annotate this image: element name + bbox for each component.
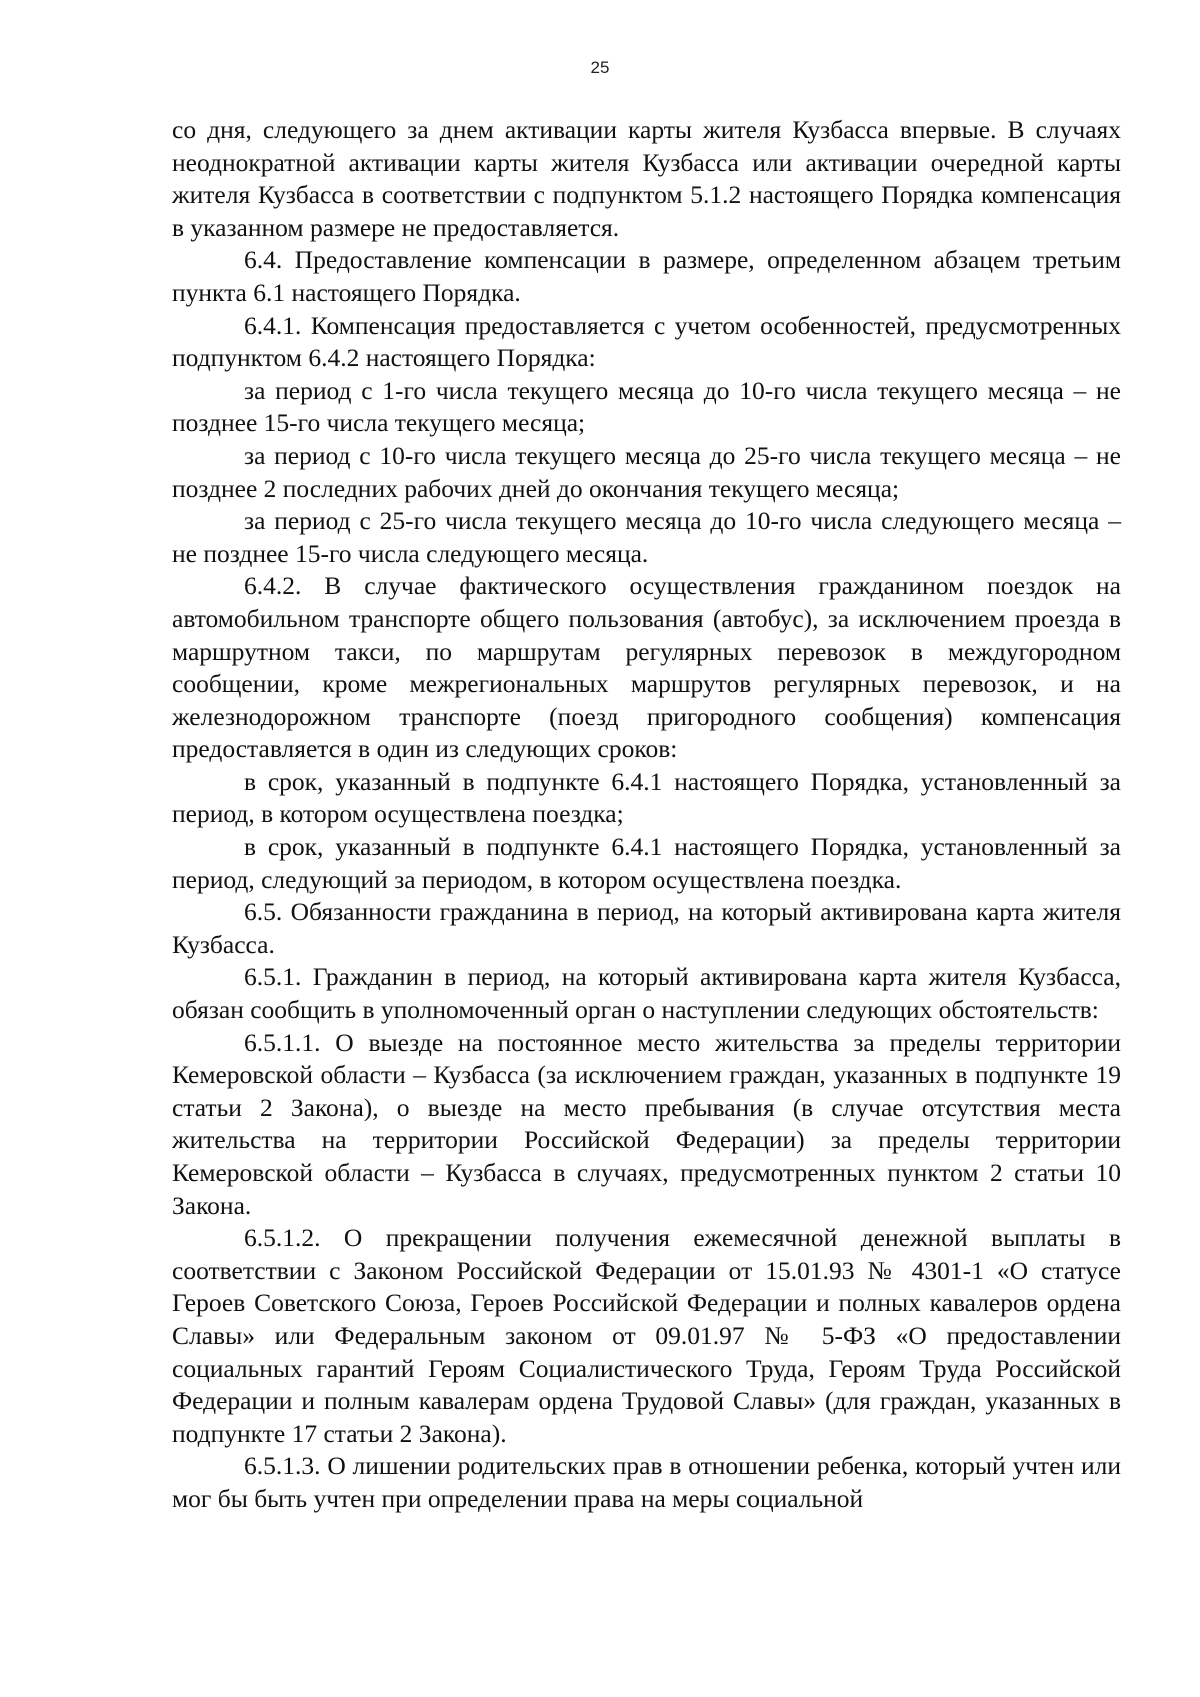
paragraph-6-4-1: 6.4.1. Компенсация предоставляется с учетом особенностей, предусмотренных подпунктом 6.4.2 настоящего Порядка: (172, 310, 1121, 373)
paragraph-period-1: за период с 1-го числа текущего месяца до 10-го числа текущего месяца – не позднее 15-го числа текущего месяца; (172, 375, 1121, 438)
paragraph-6-5-1: 6.5.1. Гражданин в период, на который активирована карта жителя Кузбасса, обязан сообщить в уполномоченный орган о наступлении следующих обстоятельств: (172, 962, 1121, 1025)
paragraph-continuation: со дня, следующего за днем активации карты жителя Кузбасса впервые. В случаях неоднократной активации карты жителя Кузбасса или активации очередной карты жителя Кузбасса в соответствии с подпунктом 5.1.2 настоящего Порядка компенсация в указанном размере не предоставляется. (172, 115, 1121, 242)
document-body (172, 114, 1121, 1516)
paragraph-term-2: в срок, указанный в подпункте 6.4.1 настоящего Порядка, установленный за период, следующий за периодом, в котором осуществлена поездка. (172, 832, 1121, 894)
paragraph-6-5: 6.5. Обязанности гражданина в период, на который активирована карта жителя Кузбасса. (172, 897, 1121, 959)
paragraph-term-1: в срок, указанный в подпункте 6.4.1 настоящего Порядка, установленный за период, в котором осуществлена поездка; (172, 766, 1121, 829)
paragraph-6-5-1-1: 6.5.1.1. О выезде на постоянное место жительства за пределы территории Кемеровской области – Кузбасса (за исключением граждан, указанных в подпункте 19 статьи 2 Закона), о выезде на место пребывания (в случае отсутствия места жительства на территории Российской Федерации) за пределы территории Кемеровской области – Кузбасса в случаях, предусмотренных пунктом 2 статьи 10 Закона. (172, 1027, 1121, 1220)
paragraph-6-4-2: 6.4.2. В случае фактического осуществления гражданином поездок на автомобильном транспорте общего пользования (автобус), за исключением проезда в маршрутном такси, по маршрутам регулярных перевозок в междугородном сообщении, кроме межрегиональных маршрутов регулярных перевозок, и на железнодорожном транспорте (поезд пригородного сообщения) компенсация предоставляется в один из следующих сроков: (172, 571, 1121, 764)
page-number: 25 (590, 58, 610, 77)
paragraph-period-3: за период с 25-го числа текущего месяца до 10-го числа следующего месяца – не позднее 15-го числа следующего месяца. (172, 506, 1121, 568)
paragraph-period-2: за период с 10-го числа текущего месяца до 25-го числа текущего месяца – не позднее 2 последних рабочих дней до окончания текущего месяца; (172, 440, 1121, 503)
paragraph-6-4: 6.4. Предоставление компенсации в размере, определенном абзацем третьим пункта 6.1 настоящего Порядка. (172, 245, 1121, 307)
paragraph-6-5-1-2: 6.5.1.2. О прекращении получения ежемесячной денежной выплаты в соответствии с Законом Российской Федерации от 15.01.93 № 4301-1 «О статусе Героев Советского Союза, Героев Российской Федерации и полных кавалеров ордена Славы» или Федеральным законом от 09.01.97 № 5-ФЗ «О предоставлении социальных гарантий Героям Социалистического Труда, Героям Труда Российской Федерации и полным кавалерам ордена Трудовой Славы» (для граждан, указанных в подпункте 17 статьи 2 Закона). (172, 1223, 1121, 1448)
paragraph-6-5-1-3: 6.5.1.3. О лишении родительских прав в отношении ребенка, который учтен или мог бы быть учтен при определении права на меры социальной (172, 1451, 1121, 1513)
